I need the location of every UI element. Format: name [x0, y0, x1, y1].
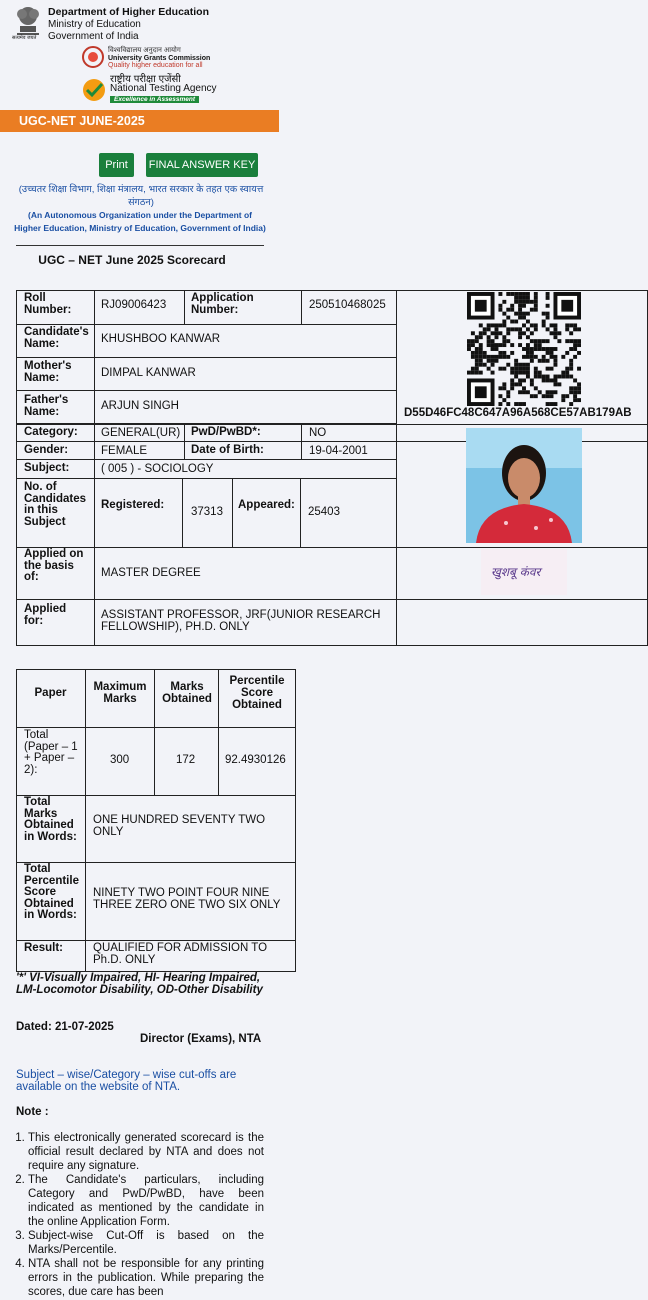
- total-paper-label: Total (Paper – 1 + Paper – 2):: [24, 729, 78, 776]
- ugc-tagline: Quality higher education for all: [108, 62, 203, 69]
- col-border: [184, 290, 185, 325]
- mother-name-value: DIMPAL KANWAR: [101, 367, 196, 379]
- note-item: 2. The Candidate's particulars, including Category and PwD/PwBD, have been indicated as mentioned by the candidate in the online Application Form.: [28, 1173, 264, 1229]
- col-border: [94, 290, 95, 646]
- col-border: [184, 424, 185, 460]
- col-border: [301, 424, 302, 460]
- paper-header: Paper: [34, 687, 67, 699]
- notes-list: [14, 1131, 264, 1299]
- print-button[interactable]: Print: [99, 153, 134, 177]
- percentile-value: 92.4930126: [225, 754, 286, 766]
- pwd-value: NO: [309, 427, 327, 439]
- applied-for-label: Applied for:: [24, 603, 67, 627]
- registered-label: Registered:: [101, 499, 165, 511]
- col-border: [85, 669, 86, 972]
- roll-number-label: Roll Number:: [24, 292, 72, 316]
- cutoff-link-text[interactable]: Subject – wise/Category – wise cut-offs are available on the website of NTA.: [16, 1069, 237, 1093]
- government-name: Government of India: [48, 31, 139, 42]
- category-value: GENERAL(UR): [101, 427, 181, 439]
- subject-label: Subject:: [24, 462, 70, 474]
- percentile-words-value: NINETY TWO POINT FOUR NINE THREE ZERO ONE TWO SIX ONLY: [93, 887, 281, 911]
- candidate-name-value: KHUSHBOO KANWAR: [101, 333, 221, 345]
- mother-name-label: Mother's Name:: [24, 360, 72, 384]
- marks-obtained-header: Marks Obtained: [162, 681, 212, 705]
- candidate-photo: [466, 428, 582, 543]
- ugc-hindi-name: विश्वविद्यालय अनुदान आयोग: [108, 47, 181, 54]
- nta-name: National Testing Agency: [110, 83, 217, 94]
- result-value: QUALIFIED FOR ADMISSION TO Ph.D. ONLY: [93, 942, 268, 966]
- registered-value: 37313: [191, 506, 223, 518]
- col-border: [396, 290, 397, 646]
- marks-obtained-value: 172: [176, 754, 196, 766]
- qr-code-text: D55D46FC48C647A96A568CE57AB179AB: [404, 407, 632, 419]
- col-border: [301, 290, 302, 325]
- note-item: 1. This electronically generated scorecard is the official result declared by NTA and does not require any signature.: [28, 1131, 264, 1173]
- percentile-header: Percentile Score Obtained: [229, 675, 285, 711]
- signature-text: खुशबू कंवर: [491, 565, 541, 579]
- application-number-value: 250510468025: [309, 299, 386, 311]
- applied-basis-label: Applied on the basis of:: [24, 548, 84, 583]
- subject-value: ( 005 ) - SOCIOLOGY: [101, 463, 214, 475]
- final-answer-key-button[interactable]: FINAL ANSWER KEY: [146, 153, 258, 177]
- father-name-value: ARJUN SINGH: [101, 400, 179, 412]
- nta-logo-icon: [82, 78, 106, 102]
- appeared-value: 25403: [308, 506, 340, 518]
- application-number-label: Application Number:: [191, 292, 254, 316]
- note-title: Note :: [16, 1106, 49, 1118]
- exam-title-bar: UGC-NET JUNE-2025: [0, 110, 279, 132]
- candidate-name-label: Candidate's Name:: [24, 326, 89, 350]
- scorecard-title: UGC – NET June 2025 Scorecard: [38, 253, 226, 267]
- signature-image: [481, 549, 567, 595]
- disability-legend: '*' VI-Visually Impaired, HI- Hearing Impaired, LM-Locomotor Disability, OD-Other Disability: [16, 972, 263, 996]
- pwd-label: PwD/PwBD*:: [191, 426, 261, 438]
- row-border: [16, 727, 296, 728]
- gender-label: Gender:: [24, 444, 69, 456]
- dated: Dated: 21-07-2025: [16, 1021, 114, 1033]
- category-label: Category:: [24, 426, 78, 438]
- col-border: [154, 669, 155, 795]
- col-border: [300, 479, 301, 548]
- result-label: Result:: [24, 942, 63, 954]
- dob-value: 19-04-2001: [309, 445, 368, 457]
- note-item: 4. NTA shall not be responsible for any printing errors in the publication. While preparing the scores, due care has been: [28, 1257, 264, 1299]
- marks-words-value: ONE HUNDRED SEVENTY TWO ONLY: [93, 814, 266, 838]
- row-border: [16, 940, 296, 941]
- director-signatory: Director (Exams), NTA: [140, 1033, 262, 1045]
- department-title: Department of Higher Education: [48, 6, 210, 18]
- col-border: [182, 479, 183, 548]
- nta-hindi-name: राष्ट्रीय परीक्षा एजेंसी: [110, 74, 181, 85]
- percentile-words-label: Total Percentile Score Obtained in Words:: [24, 863, 79, 921]
- appeared-label: Appeared:: [238, 499, 295, 511]
- note-item: 3. Subject-wise Cut-Off is based on the Marks/Percentile.: [28, 1229, 264, 1257]
- gender-value: FEMALE: [101, 445, 148, 457]
- emblem-caption: सत्यमेव जयते: [12, 35, 37, 41]
- ugc-logo-icon: [82, 46, 104, 68]
- col-border: [232, 479, 233, 548]
- nta-tagline: Excellence in Assessment: [110, 96, 199, 103]
- ministry-name: Ministry of Education: [48, 19, 141, 30]
- applied-for-value: ASSISTANT PROFESSOR, JRF(JUNIOR RESEARCH FELLOWSHIP), PH.D. ONLY: [101, 609, 381, 633]
- max-marks-value: 300: [110, 754, 130, 766]
- row-border: [16, 862, 296, 863]
- father-name-label: Father's Name:: [24, 394, 69, 418]
- dob-label: Date of Birth:: [191, 444, 264, 456]
- roll-number-value: RJ09006423: [101, 299, 167, 311]
- applied-basis-value: MASTER DEGREE: [101, 567, 201, 579]
- ugc-name: University Grants Commission: [108, 55, 211, 62]
- separator: [16, 245, 264, 246]
- candidates-count-label: No. of Candidates in this Subject: [24, 481, 86, 528]
- col-border: [218, 669, 219, 795]
- english-organization-note: (An Autonomous Organization under the Department of Higher Education, Ministry of Education, Government of India): [14, 210, 266, 233]
- row-border: [16, 795, 296, 796]
- qr-code: [466, 292, 582, 406]
- hindi-organization-note: (उच्चतर शिक्षा विभाग, शिक्षा मंत्रालय, भारत सरकार के तहत एक स्वायत्त संगठन): [18, 184, 264, 208]
- marks-words-label: Total Marks Obtained in Words:: [24, 796, 77, 843]
- max-marks-header: Maximum Marks: [93, 681, 147, 705]
